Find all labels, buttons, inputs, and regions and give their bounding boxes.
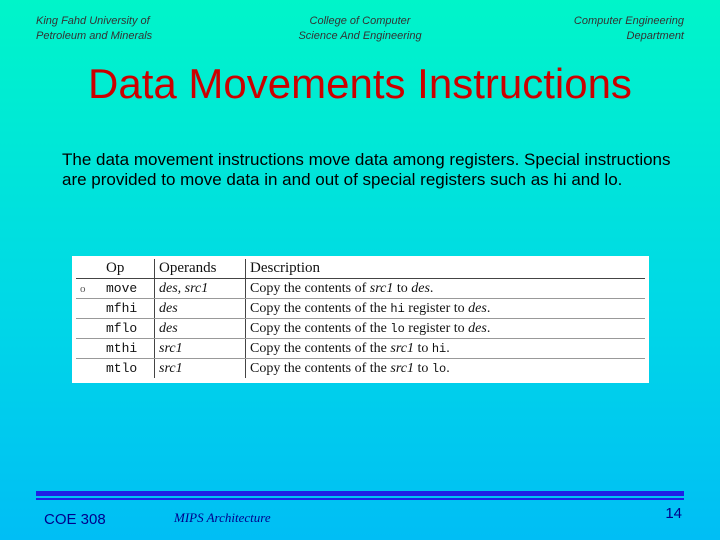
desc-register: lo [390,321,405,336]
row-operands: src1 [155,359,246,379]
desc-text: Copy the contents of the [250,300,391,316]
table-header-row [76,259,645,279]
row-op: mthi [102,339,155,359]
desc-operand: src1 [390,360,414,376]
table-row [76,279,645,299]
table-row [76,319,645,339]
header-department-line-1: Computer Engineering [573,15,684,27]
desc-text: . [486,320,491,336]
desc-text: . [486,300,491,316]
footer-rule-thin [36,498,684,500]
desc-text: to [413,360,432,376]
desc-text: register to [404,320,469,336]
header-university-line-1: King Fahd University of [36,15,150,27]
footer-rule-thick [36,491,684,496]
desc-operand: src1 [369,280,394,296]
desc-operand: src1 [390,340,414,356]
row-mark [76,339,102,359]
table-row [76,359,645,379]
row-op: mtlo [102,359,155,379]
row-description [246,319,646,339]
desc-text: Copy the contents of the [250,320,391,336]
intro-paragraph: The data movement instructions move data among registers. Special instructions are provided to move data in and out of special registers such as hi and lo. [62,150,671,189]
desc-text: to [393,280,412,296]
row-mark [76,359,102,379]
row-operands: des, src1 [155,279,246,299]
header-college-line-1: College of Computer [309,15,411,27]
desc-text: register to [404,300,469,316]
desc-text: Copy the contents of the [250,360,391,376]
header-department-line-2: Department [626,30,684,42]
instruction-table-panel [72,256,649,383]
row-op: mflo [102,319,155,339]
header-university [36,14,152,44]
desc-operand: des [468,320,487,336]
row-description [246,339,646,359]
header-college-line-2: Science And Engineering [298,30,422,42]
row-operands: des [155,319,246,339]
desc-text: . [429,280,434,296]
desc-register: hi [431,341,447,356]
row-mark [76,299,102,319]
instruction-table [76,259,645,378]
row-mark: o [76,279,102,299]
row-op: mfhi [102,299,155,319]
desc-text: . [446,340,450,356]
row-description [246,279,646,299]
header-department [574,14,684,44]
desc-operand: des [411,280,430,296]
header-college [270,14,450,44]
table-header-mark [76,259,102,279]
table-row [76,339,645,359]
table-header-operands: Operands [155,259,246,279]
row-mark [76,319,102,339]
desc-text: . [446,360,450,376]
desc-register: lo [431,361,447,376]
row-description [246,299,646,319]
desc-text: Copy the contents of the [250,340,391,356]
desc-register: hi [390,301,405,316]
row-operands: des [155,299,246,319]
footer-topic: MIPS Architecture [174,510,271,525]
header-university-line-2: Petroleum and Minerals [36,30,153,42]
row-op: move [102,279,155,299]
table-header-description: Description [246,259,646,279]
table-row [76,299,645,319]
footer-page-number: 14 [665,505,682,522]
desc-text: to [413,340,432,356]
table-header-op: Op [102,259,155,279]
row-description [246,359,646,379]
footer-course-code: COE 308 [44,511,106,528]
desc-text: Copy the contents of [250,280,370,296]
desc-operand: des [468,300,487,316]
row-operands: src1 [155,339,246,359]
slide-title: Data Movements Instructions [88,60,632,107]
